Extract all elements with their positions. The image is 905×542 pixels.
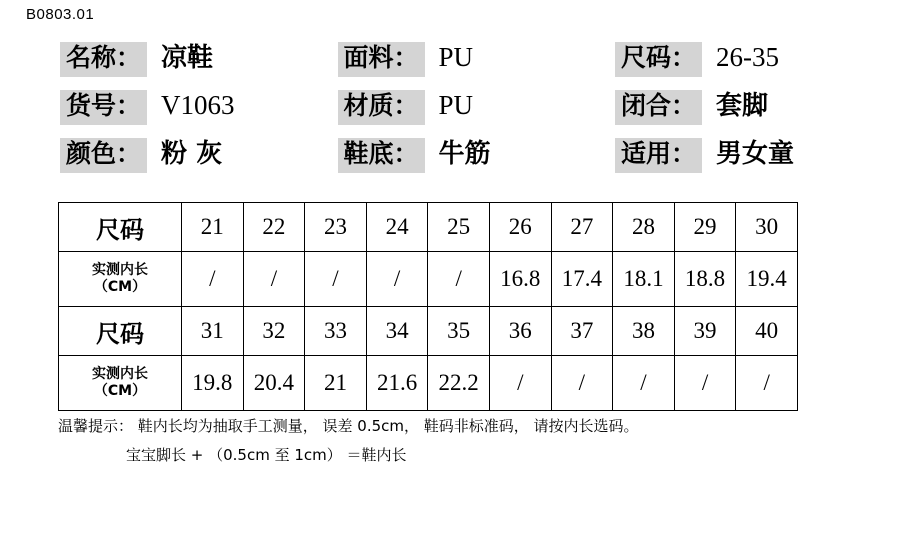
spec-value-material: PU [438, 90, 474, 120]
measure-cell: 19.4 [736, 252, 798, 307]
spec-value-closure: 套脚 [716, 91, 769, 121]
spec-row-color [60, 138, 310, 172]
measure-row-header [59, 356, 182, 411]
spec-label-item-number: 货号： [60, 90, 147, 125]
spec-value-color: 粉 灰 [161, 139, 223, 169]
spec-label-name: 名称： [60, 42, 147, 77]
spec-label-material: 材质： [338, 90, 425, 125]
spec-label-sole: 鞋底： [338, 138, 425, 173]
spec-label-size-range: 尺码： [615, 42, 702, 77]
size-cell: 27 [551, 203, 613, 252]
spec-value-item-number: V1063 [161, 90, 235, 120]
spec-label-color: 颜色： [60, 138, 147, 173]
measure-cell: / [613, 356, 675, 411]
size-cell: 38 [613, 307, 675, 356]
size-row-header: 尺码 [59, 203, 182, 252]
measure-row-header [59, 252, 182, 307]
measure-cell: 18.8 [674, 252, 736, 307]
size-cell: 31 [182, 307, 244, 356]
note-line-1: 温馨提示： 鞋内长均为抽取手工测量， 误差 0.5cm， 鞋码非标准码， 请按内长选码。 [58, 417, 639, 435]
size-cell: 30 [736, 203, 798, 252]
measure-header-line-2: （CM） [93, 383, 147, 399]
size-cell: 37 [551, 307, 613, 356]
measure-cell: / [551, 356, 613, 411]
measure-row [59, 252, 798, 307]
size-row [59, 307, 798, 356]
measure-cell: / [182, 252, 244, 307]
size-cell: 40 [736, 307, 798, 356]
size-cell: 33 [305, 307, 367, 356]
spec-block [60, 42, 850, 172]
measure-cell: / [243, 252, 305, 307]
measure-cell: 19.8 [182, 356, 244, 411]
measure-cell: / [428, 252, 490, 307]
spec-value-sole: 牛筋 [438, 139, 491, 169]
size-cell: 34 [366, 307, 428, 356]
size-row-header: 尺码 [59, 307, 182, 356]
measure-cell: 17.4 [551, 252, 613, 307]
size-cell: 39 [674, 307, 736, 356]
spec-label-fabric: 面料： [338, 42, 425, 77]
spec-column-2 [338, 42, 588, 172]
size-cell: 25 [428, 203, 490, 252]
spec-value-name: 凉鞋 [161, 43, 214, 73]
spec-value-size-range: 26-35 [716, 42, 780, 72]
note-line-2: 宝宝脚长 + （0.5cm 至 1cm） ＝鞋内长 [126, 445, 407, 464]
spec-row-item-number [60, 90, 310, 124]
measure-cell: 20.4 [243, 356, 305, 411]
size-cell: 36 [489, 307, 551, 356]
spec-label-suitable: 适用： [615, 138, 702, 173]
measure-cell: / [366, 252, 428, 307]
measure-header-line-1: 实测内长 [92, 365, 148, 382]
size-cell: 22 [243, 203, 305, 252]
spec-row-fabric [338, 42, 588, 76]
size-cell: 24 [366, 203, 428, 252]
measure-cell: / [489, 356, 551, 411]
measure-cell: 21.6 [366, 356, 428, 411]
spec-row-name [60, 42, 310, 76]
measure-cell: / [736, 356, 798, 411]
notes-block [58, 412, 858, 469]
size-chart-body [59, 203, 798, 411]
size-cell: 21 [182, 203, 244, 252]
measure-cell: 18.1 [613, 252, 675, 307]
size-cell: 26 [489, 203, 551, 252]
size-cell: 28 [613, 203, 675, 252]
spec-column-1 [60, 42, 310, 172]
sku-code: B0803.01 [26, 6, 95, 23]
measure-cell: / [305, 252, 367, 307]
spec-value-suitable: 男女童 [716, 139, 795, 169]
size-cell: 23 [305, 203, 367, 252]
spec-row-material [338, 90, 588, 124]
measure-cell: 16.8 [489, 252, 551, 307]
spec-row-closure [615, 90, 850, 124]
size-chart-table [58, 202, 798, 411]
measure-header-line-2: （CM） [93, 279, 147, 295]
size-cell: 32 [243, 307, 305, 356]
spec-row-suitable [615, 138, 850, 172]
spec-value-fabric: PU [438, 42, 474, 72]
measure-header-line-1: 实测内长 [92, 261, 148, 278]
measure-row [59, 356, 798, 411]
measure-cell: 21 [305, 356, 367, 411]
spec-row-sole [338, 138, 588, 172]
measure-cell: / [674, 356, 736, 411]
spec-column-3 [615, 42, 850, 172]
measure-cell: 22.2 [428, 356, 490, 411]
size-cell: 29 [674, 203, 736, 252]
spec-row-size-range [615, 42, 850, 76]
size-cell: 35 [428, 307, 490, 356]
spec-label-closure: 闭合： [615, 90, 702, 125]
size-row [59, 203, 798, 252]
